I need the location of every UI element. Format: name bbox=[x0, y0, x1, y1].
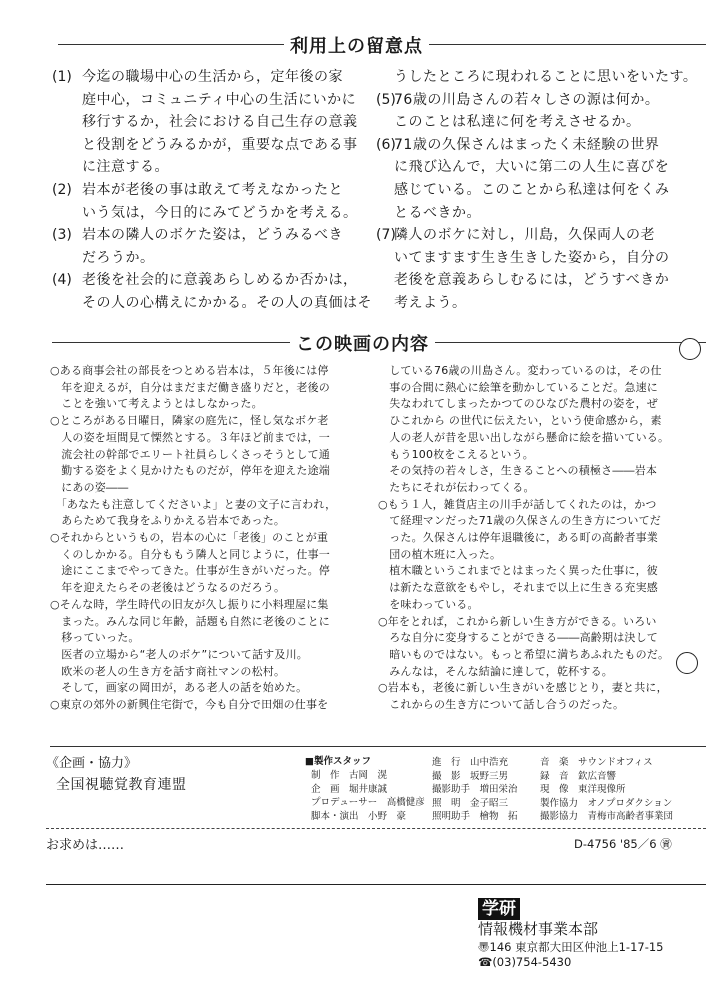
staff-credit: 照 明 金子昭三 bbox=[432, 797, 509, 809]
content-right-column bbox=[378, 363, 696, 714]
catalog-code: D-4756 '85／6 ㊮ bbox=[574, 837, 672, 851]
point-line: 老後を意義あらしむるには，どうすべきか bbox=[394, 272, 670, 289]
content-line: まった。みんな同じ年齢，話題も自然に老後のことに bbox=[50, 614, 330, 628]
content-line: を味わっている。 bbox=[378, 597, 479, 611]
content-line: 年を迎えるが，自分はまだまだ働き盛りだと，老後の bbox=[50, 380, 330, 394]
content-title: この映画の内容 bbox=[290, 330, 435, 356]
content-line: 流会社の幹部でエリート社員らしくさっそうとして通 bbox=[50, 447, 330, 461]
point-number: (6) bbox=[376, 136, 396, 153]
content-line: 植木職というこれまでとはまったく異った仕事に，彼 bbox=[378, 564, 658, 578]
content-line: 人の姿を垣間見て慄然とする。３年ほど前までは，一 bbox=[50, 430, 330, 444]
staff-credit: 録 音 欽広音響 bbox=[540, 770, 617, 782]
point-line: 移行するか，社会における自己生存の意義 bbox=[82, 114, 358, 131]
points-title: 利用上の留意点 bbox=[284, 32, 429, 58]
staff-column-2 bbox=[432, 756, 518, 824]
staff-column-1 bbox=[311, 769, 425, 823]
point-line: 今迄の職場中心の生活から，定年後の家 bbox=[82, 69, 343, 85]
point-number: (7) bbox=[376, 227, 396, 244]
staff-column-3 bbox=[540, 756, 673, 824]
staff-credit: 進 行 山中浩充 bbox=[432, 757, 509, 768]
content-line: している76歳の川島さん。変わっているのは，その仕 bbox=[378, 364, 662, 377]
content-line: これからの生き方について話し合うのだった。 bbox=[378, 698, 625, 712]
point-line: 71歳の久保さんはまったく未経験の世界 bbox=[394, 136, 660, 153]
point-line: いう気は，今日的にみてどうかを考える。 bbox=[82, 204, 358, 221]
publisher-dept: 情報機材事業本部 bbox=[478, 920, 599, 938]
content-line: 途にここまでやってきた。仕事が生きがいだった。停 bbox=[50, 564, 330, 578]
content-line: った。久保さんは停年退職後に，ある町の高齢者事業 bbox=[378, 531, 658, 545]
point-number: (5) bbox=[376, 91, 396, 108]
content-line: ○それからというもの，岩本の心に「老後」のことが重 bbox=[50, 531, 329, 545]
content-line: 団の植木班に入った。 bbox=[378, 547, 502, 561]
point-line: 岩本が老後の事は敢えて考えなかったと bbox=[82, 182, 343, 198]
content-line: て経理マンだった71歳の久保さんの生き方についてだ bbox=[378, 514, 661, 528]
content-bottom-rule bbox=[50, 746, 706, 747]
content-line: ○年をとれば，これから新しい生き方ができる。いろい bbox=[378, 614, 657, 628]
content-line: は新たな意欲をもやし，それまで以上に生きる充実感 bbox=[378, 581, 658, 595]
content-line: ○もう１人，雑貨店主の川手が話してくれたのは，かつ bbox=[378, 497, 657, 511]
point-line: 老後を社会的に意義あらしめるか否かは， bbox=[82, 272, 358, 289]
planning-label: 《企画・協力》 bbox=[46, 756, 138, 771]
content-line: 人の老人が昔を思い出しながら懸命に絵を描いている。 bbox=[378, 430, 670, 444]
point-line: うしたところに現われることに思いをいたす。 bbox=[394, 69, 698, 85]
publisher-phone: ☎(03)754-5430 bbox=[478, 955, 572, 969]
staff-credit: 音 楽 サウンドオフィス bbox=[540, 757, 653, 768]
binder-hole-bottom bbox=[676, 652, 698, 674]
staff-credit: 企 画 堀井康誠 bbox=[311, 783, 388, 795]
content-left-column bbox=[50, 363, 365, 714]
staff-credit: 照明助手 檜物 拓 bbox=[432, 811, 518, 822]
content-line: にあの姿―― bbox=[50, 480, 129, 494]
point-line: だろうか。 bbox=[82, 249, 155, 266]
planning-org: 全国視聴覚教育連盟 bbox=[56, 777, 187, 793]
content-line: 事の合間に熱心に絵筆を動かしていることだ。急速に bbox=[378, 380, 658, 394]
content-line: ○岩本も，老後に新しい生きがいを感じとり，妻と共に， bbox=[378, 681, 668, 695]
staff-header: ■製作スタッフ bbox=[305, 756, 371, 767]
content-line: 失なわれてしまったかつてのひなびた農村の姿を，ぜ bbox=[378, 397, 658, 411]
content-line: くのしかかる。自分ももう隣人と同じように，仕事一 bbox=[50, 547, 330, 561]
content-line: 勤する姿をよく見かけたものだが，停年を迎えた途端 bbox=[50, 464, 330, 478]
content-line: 「あなたも注意してくださいよ」と妻の文子に言われ， bbox=[50, 497, 337, 511]
order-label: お求めは…… bbox=[46, 838, 125, 853]
staff-credit: 撮影助手 増田栄治 bbox=[432, 784, 518, 795]
content-line: 医者の立場から“老人のボケ”について話す及川。 bbox=[50, 647, 308, 661]
content-line: その気持の若々しさ，生きることへの積極さ――岩本 bbox=[378, 464, 658, 478]
point-line: その人の心構えにかかる。その人の真価はそ bbox=[82, 295, 372, 311]
content-line: ことを強いて考えようとはしなかった。 bbox=[50, 397, 263, 411]
staff-credit: 撮影協力 青梅市高齢者事業団 bbox=[540, 811, 674, 822]
point-line: に飛び込んで，大いに第二の人生に喜びを bbox=[394, 159, 670, 176]
staff-credit: 撮 影 坂野三男 bbox=[432, 770, 509, 782]
footer-solid-rule bbox=[46, 884, 706, 885]
footer-dashed-rule bbox=[46, 828, 706, 829]
point-number: (4) bbox=[52, 272, 72, 289]
point-line: と役割をどうみるかが，重要な点である事 bbox=[82, 136, 358, 153]
staff-credit: 製作協力 オノプロダクション bbox=[540, 797, 673, 809]
content-line: そして，画家の岡田が，ある老人の話を始めた。 bbox=[50, 681, 308, 695]
point-line: いてますます生き生きした姿から，自分の bbox=[394, 249, 670, 266]
point-line: とるべきか。 bbox=[394, 204, 481, 221]
content-line: 年を迎えたらその老後はどうなるのだろう。 bbox=[50, 581, 286, 595]
point-line: このことは私達に何を考えさせるか。 bbox=[394, 114, 641, 131]
content-line: ○そんな時，学生時代の旧友が久し振りに小料理屋に集 bbox=[50, 597, 329, 611]
content-line: もう100枚をこえるという。 bbox=[378, 447, 534, 461]
content-line: ろな自分に変身することができる――高齢期は決して bbox=[378, 631, 658, 645]
staff-credit: 現 像 東洋現像所 bbox=[540, 784, 626, 795]
staff-credit: 制 作 古岡 滉 bbox=[311, 770, 388, 781]
content-line: 暗いものではない。もっと希望に満ちあふれたものだ。 bbox=[378, 647, 670, 661]
content-line: 移っていった。 bbox=[50, 631, 140, 645]
point-line: 庭中心，コミュニティ中心の生活にいかに bbox=[82, 91, 357, 108]
point-number: (1) bbox=[52, 69, 72, 85]
content-line: あらためて我身をふりかえる岩本であった。 bbox=[50, 514, 286, 528]
point-line: 岩本の隣人のボケた姿は，どうみるべき bbox=[82, 227, 343, 244]
content-line: ○ある商事会社の部長をつとめる岩本は，５年後には停 bbox=[50, 364, 329, 377]
staff-credit: 脚本・演出 小野 豪 bbox=[311, 810, 407, 822]
publisher-address: 〠146 東京都大田区仲池上1-17-15 bbox=[478, 940, 664, 954]
content-line: ○東京の郊外の新興住宅街で，今も自分で田畑の仕事を bbox=[50, 698, 329, 712]
content-line: 欧米の老人の生き方を話す商社マンの松村。 bbox=[50, 664, 286, 678]
binder-hole-top bbox=[679, 338, 701, 360]
point-number: (3) bbox=[52, 227, 72, 244]
point-line: 考えよう。 bbox=[394, 295, 467, 311]
point-line: 隣人のボケに対し，川島，久保両人の老 bbox=[394, 227, 655, 244]
staff-credit: プロデューサー 高橋健彦 bbox=[311, 797, 425, 808]
gakken-logo: 学研 bbox=[478, 898, 520, 920]
content-line: みんなは，そんな結論に達して，乾杯する。 bbox=[378, 664, 613, 678]
content-line: ひこれから の世代に伝えたい，という使命感から，素 bbox=[378, 414, 662, 428]
point-number: (2) bbox=[52, 182, 72, 198]
content-line: ○ところがある日曜日，隣家の庭先に，怪し気なボケ老 bbox=[50, 414, 329, 428]
point-line: 76歳の川島さんの若々しさの源は何か。 bbox=[394, 91, 660, 108]
content-line: たちにそれが伝わってくる。 bbox=[378, 480, 535, 494]
point-line: に注意する。 bbox=[82, 159, 169, 176]
point-line: 感じている。このことから私達は何をくみ bbox=[394, 182, 670, 198]
